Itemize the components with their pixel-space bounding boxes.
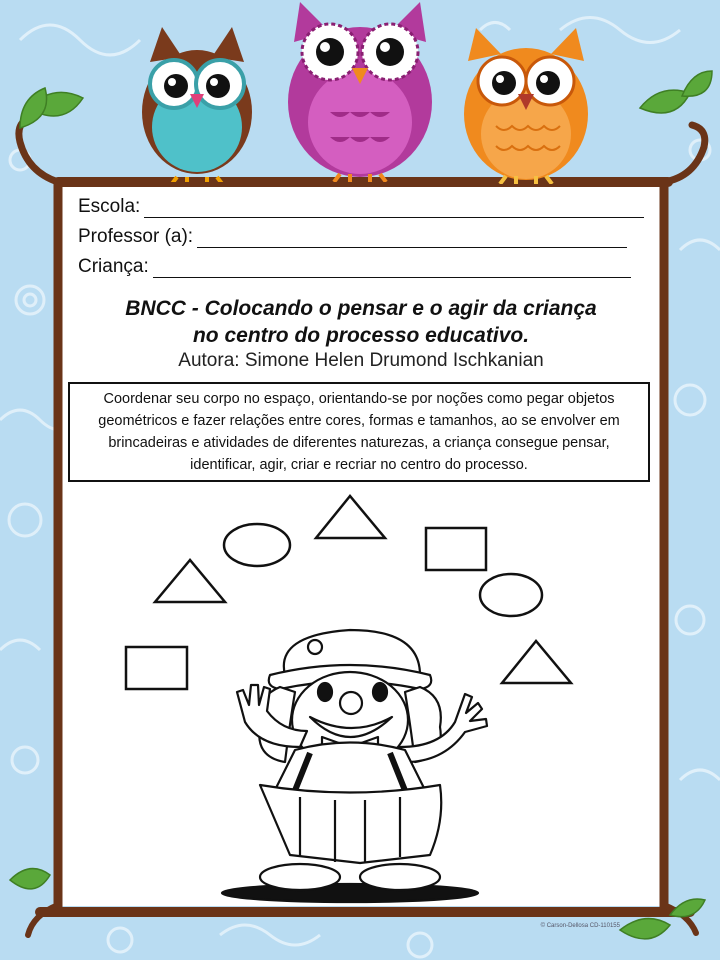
school-label: Escola: xyxy=(78,196,141,217)
triangle-shape xyxy=(316,496,385,538)
title-line-2: no centro do processo educativo. xyxy=(192,324,530,347)
rectangle-shape xyxy=(126,647,187,689)
triangle-shape xyxy=(502,641,571,683)
triangle-shape xyxy=(155,560,225,602)
circle-shape xyxy=(480,574,542,616)
title-line-1: BNCC - Colocando o pensar e o agir da criança xyxy=(125,297,597,320)
clown-illustration xyxy=(210,625,510,905)
teacher-label: Professor (a): xyxy=(78,226,194,247)
copyright-credit: © Carson-Dellosa CD-110155 xyxy=(540,923,620,929)
author: Autora: Simone Helen Drumond Ischkanian xyxy=(178,350,544,371)
rectangle-shape xyxy=(426,528,486,570)
circle-shape xyxy=(224,524,290,566)
description-text: Coordenar seu corpo no espaço, orientando-se por noções como pegar objetos geométricos e fazer relações entre cores, formas e tamanhos, ao se envolver em brincadeiras e atividades de diferentes naturezas, a criança consegue pensar, identificar, agir, criar e recriar no centro do processo. xyxy=(98,391,620,473)
child-label: Criança: xyxy=(78,256,149,277)
